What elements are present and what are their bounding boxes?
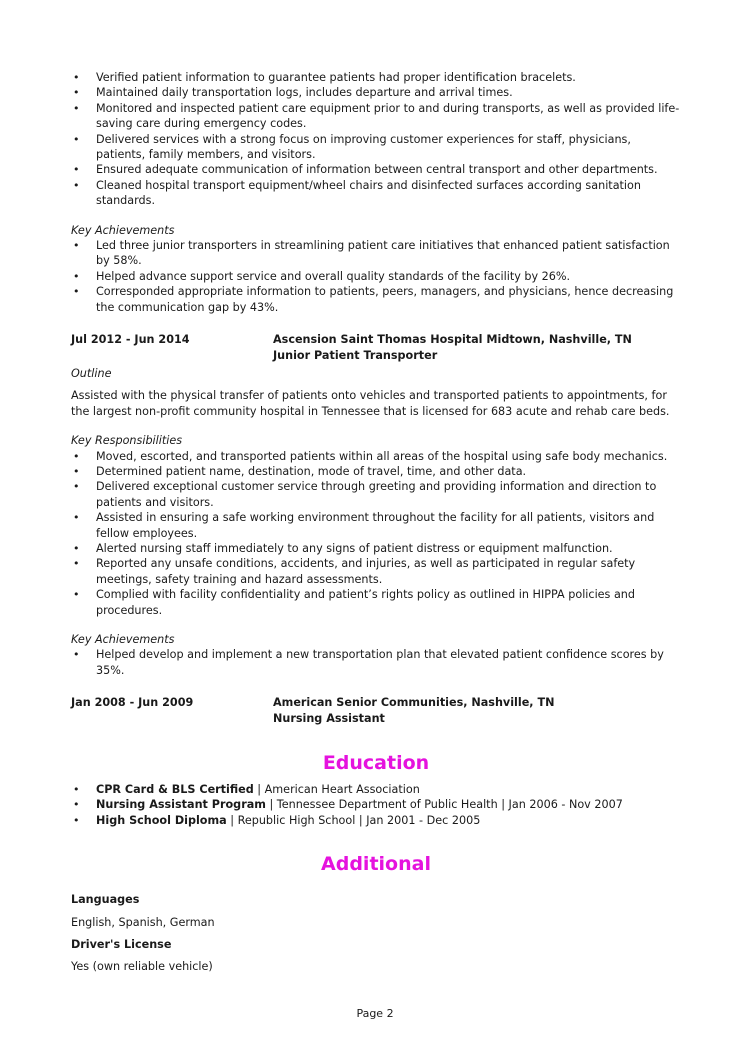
list-item: • Assisted in ensuring a safe working environment throughout the facility for all patients, visitors and fellow employees. bbox=[71, 510, 681, 541]
license-value: Yes (own reliable vehicle) bbox=[71, 960, 213, 974]
list-item: • Helped advance support service and overall quality standards of the facility by 26%. bbox=[71, 269, 681, 284]
job-info bbox=[273, 332, 681, 363]
job-header bbox=[71, 332, 681, 363]
education-item bbox=[71, 797, 681, 812]
list-item: • Complied with facility confidentiality and patient’s rights policy as outlined in HIPPA policies and procedures. bbox=[71, 587, 681, 618]
list-item: • Verified patient information to guarantee patients had proper identification bracelets. bbox=[71, 70, 681, 85]
job-info bbox=[273, 695, 681, 726]
list-item: • Monitored and inspected patient care equipment prior to and during transports, as well as provided life-saving care during emergency codes. bbox=[71, 101, 681, 132]
outline-text: Assisted with the physical transfer of patients onto vehicles and transported patients to appointments, for the largest non-profit community hospital in Tennessee that is licensed for 683 acute and rehab care beds. bbox=[71, 389, 670, 418]
list-item: • Cleaned hospital transport equipment/wheel chairs and disinfected surfaces according sanitation standards. bbox=[71, 178, 681, 209]
education-detail: | Republic High School | Jan 2001 - Dec 2005 bbox=[226, 813, 481, 827]
list-item: • Delivered exceptional customer service through greeting and providing information and direction to patients and visitors. bbox=[71, 479, 681, 510]
additional-heading: Additional bbox=[321, 853, 431, 876]
education-heading: Education bbox=[322, 752, 430, 775]
education-name: CPR Card & BLS Certified bbox=[96, 783, 254, 797]
education-list bbox=[71, 782, 681, 828]
list-item: • Delivered services with a strong focus on improving customer experiences for staff, physicians, patients, family members, and visitors. bbox=[71, 132, 681, 163]
education-detail: | Tennessee Department of Public Health | Jan 2006 - Nov 2007 bbox=[265, 798, 623, 812]
resume-content bbox=[71, 70, 681, 975]
job-dates: Jul 2012 - Jun 2014 bbox=[71, 333, 190, 347]
languages-value: English, Spanish, German bbox=[71, 915, 215, 929]
responsibilities-label: Key Responsibilities bbox=[71, 434, 183, 448]
list-item: • Reported any unsafe conditions, accidents, and injuries, as well as participated in regular safety meetings, safety training and hazard assessments. bbox=[71, 556, 681, 587]
list-item: • Helped develop and implement a new transportation plan that elevated patient confidence scores by 35%. bbox=[71, 647, 681, 678]
list-item: • Alerted nursing staff immediately to any signs of patient distress or equipment malfunction. bbox=[71, 541, 681, 556]
languages-label: Languages bbox=[71, 893, 140, 907]
license-label: Driver's License bbox=[71, 938, 172, 952]
education-item bbox=[71, 782, 681, 797]
education-item bbox=[71, 813, 681, 828]
page-number: Page 2 bbox=[356, 1007, 394, 1020]
achievements-label: Key Achievements bbox=[71, 633, 175, 646]
list-item: • Led three junior transporters in streamlining patient care initiatives that enhanced patient satisfaction by 58%. bbox=[71, 238, 681, 269]
list-item: • Moved, escorted, and transported patients within all areas of the hospital using safe body mechanics. bbox=[71, 449, 681, 464]
list-item: • Corresponded appropriate information to patients, peers, managers, and physicians, hence decreasing the communication gap by 43%. bbox=[71, 284, 681, 315]
list-item: • Maintained daily transportation logs, includes departure and arrival times. bbox=[71, 85, 681, 100]
job-employer: American Senior Communities, Nashville, TN bbox=[273, 696, 555, 710]
achievements-list bbox=[71, 647, 681, 678]
job-header bbox=[71, 695, 681, 726]
outline-label: Outline bbox=[71, 366, 112, 380]
education-detail: | American Heart Association bbox=[253, 783, 420, 797]
job-employer: Ascension Saint Thomas Hospital Midtown, Nashville, TN bbox=[273, 333, 632, 347]
list-item: • Determined patient name, destination, mode of travel, time, and other data. bbox=[71, 464, 681, 479]
education-name: Nursing Assistant Program bbox=[96, 798, 266, 812]
job-dates: Jan 2008 - Jun 2009 bbox=[71, 696, 194, 710]
achievements-list bbox=[71, 238, 681, 315]
achievements-label: Key Achievements bbox=[71, 223, 175, 237]
job-title: Nursing Assistant bbox=[273, 711, 385, 725]
job-title: Junior Patient Transporter bbox=[273, 348, 438, 362]
list-item: • Ensured adequate communication of information between central transport and other departments. bbox=[71, 162, 681, 177]
education-name: High School Diploma bbox=[96, 813, 227, 827]
responsibilities-list bbox=[71, 70, 681, 209]
responsibilities-list bbox=[71, 449, 681, 618]
